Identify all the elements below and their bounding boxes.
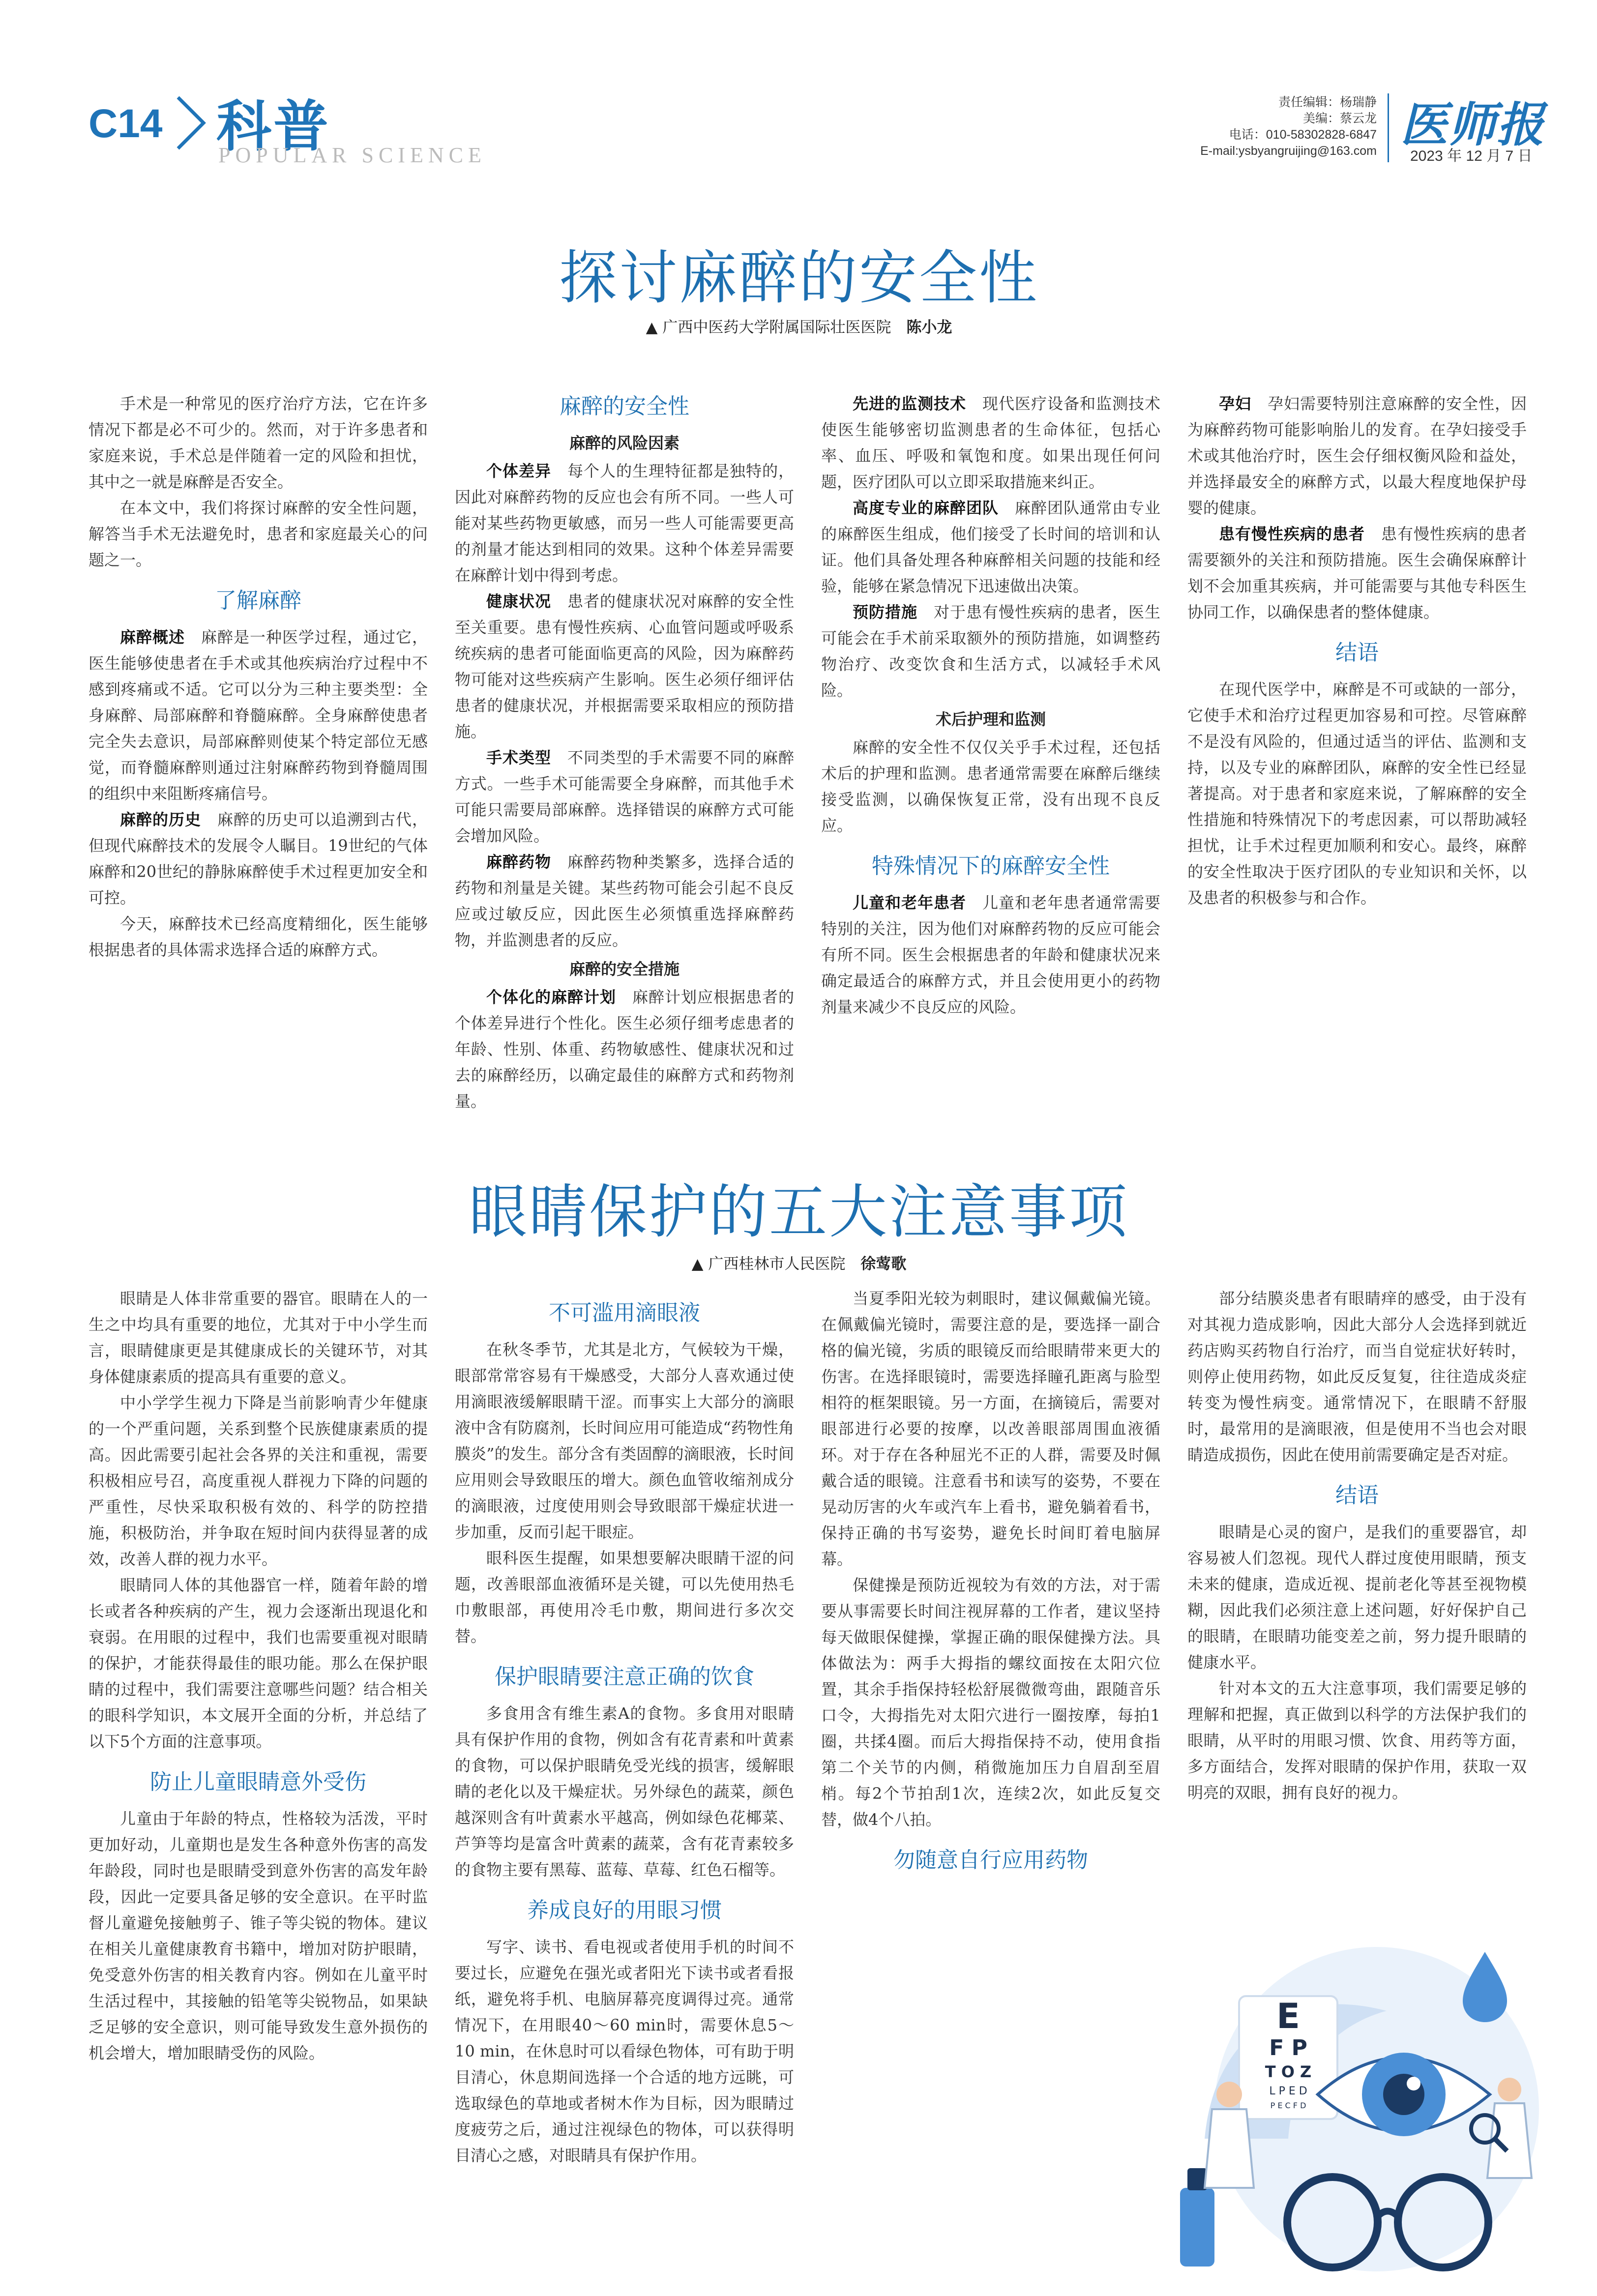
- paragraph: 写字、读书、看电视或者使用手机的时间不要过长，应避免在强光或者阳光下读书或者看报纸，避免将手机、电脑屏幕亮度调得过亮。通常情况下，在用眼40～60 min时，需要休息5～10 min，在休息时可以看绿色物体，可有助于明目清心，休息期间选择一个合适的地方远眺，可选取绿色的草地或者树木作为目标，因为眼睛过度疲劳之后，通过注视绿色的物体，可以获得明目清心之感，对眼睛具有保护作用。: [455, 1938, 794, 2165]
- paragraph: 保健操是预防近视较为有效的方法，对于需要从事需要长时间注视屏幕的工作者，建议坚持每天做眼保健操，掌握正确的眼保健操方法。具体做法为：两手大拇指的螺纹面按在太阳穴位置，其余手指保持轻松舒展微微弯曲，跟随音乐口令，大拇指先对太阳穴进行一圈按摩，每拍1圈，共揉4圈。而后大拇指保持不动，使用食指第二个关节的内侧，稍微施加压力自眉刮至眉梢。每2个节拍刮1次，连续2次，如此反复交替，做4个八拍。: [821, 1576, 1160, 1829]
- article2-title: 眼睛保护的五大注意事项: [469, 1178, 1129, 1246]
- paragraph: 在现代医学中，麻醉是不可或缺的一部分，它使手术和治疗过程更加容易和可控。尽管麻醉不是没有风险的，但通过适当的评估、监测和支持，以及专业的麻醉团队，麻醉的安全性已经显著提高。对于患者和家庭来说，了解麻醉的安全性措施和特殊情况下的考虑因素，可以帮助减轻担忧，让手术过程更加顺利和安心。最终，麻醉的安全性取决于医疗团队的专业知识和关怀，以及患者的积极参与和合作。: [1187, 680, 1527, 907]
- article2-column-1: [89, 1286, 428, 2066]
- chart-letter-row: T O Z: [1265, 2062, 1312, 2081]
- water-drop-icon: [1463, 1952, 1507, 2022]
- section-heading: 勿随意自行应用药物: [893, 1848, 1088, 1873]
- section-heading: 养成良好的用眼习惯: [527, 1898, 722, 1923]
- chart-letter-row: E: [1276, 1996, 1300, 2036]
- page-number: C14: [89, 101, 163, 146]
- section-heading: 不可滥用滴眼液: [549, 1300, 700, 1325]
- subheading: 术后护理和监测: [935, 710, 1046, 729]
- paragraph: [821, 391, 1160, 495]
- lead-term: 患有慢性疾病的患者: [1219, 525, 1365, 543]
- paragraph: 麻醉的安全性不仅仅关乎手术过程，还包括术后的护理和监测。患者通常需要在麻醉后继续接受监测，以确保恢复正常，没有出现不良反应。: [821, 738, 1160, 835]
- lead-term: 麻醉概述: [120, 628, 185, 647]
- byline-org: ▲ 广西中医药大学附属国际壮医医院: [646, 319, 891, 336]
- paragraph: 在秋冬季节，尤其是北方，气候较为干燥，眼部常常容易有干燥感受，大部分人喜欢通过使用滴眼液缓解眼睛干涩。而事实上大部分的滴眼液中含有防腐剂，长时间应用可能造成“药物性角膜炎”的发生。部分含有类固醇的滴眼液，长时间应用则会导致眼压的增大。颜色血管收缩剂成分的滴眼液，过度使用则会导致眼部干燥症状进一步加重，反而引起干眼症。: [455, 1340, 794, 1541]
- editor-line: 责任编辑：杨瑞静: [1278, 95, 1377, 109]
- paragraph-text: 儿童和老年患者通常需要特别的关注，因为他们对麻醉药物的反应可能会有所不同。医生会根据患者的年龄和健康状况来确定最适合的麻醉方式，并且会使用更小的药物剂量来减少不良反应的风险。: [821, 893, 1160, 1016]
- lead-term: 个体化的麻醉计划: [486, 988, 616, 1006]
- article2-column-2: [455, 1286, 794, 2169]
- paragraph: [821, 890, 1160, 1020]
- article1-column-2: [455, 391, 794, 1115]
- paragraph-text: 患有慢性疾病的患者需要额外的关注和预防措施。医生会确保麻醉计划不会加重其疾病，并可能需要与其他专科医生协同工作，以确保患者的整体健康。: [1187, 525, 1527, 621]
- chart-letter-row: F P: [1269, 2035, 1307, 2061]
- issue-date: 2023 年 12 月 7 日: [1410, 148, 1533, 164]
- paragraph: 多食用含有维生素A的食物。多食用对眼睛具有保护作用的食物，例如含有花青素和叶黄素的食物，可以保护眼睛免受光线的损害，缓解眼睛的老化以及干燥症状。另外绿色的蔬菜，颜色越深则含有叶黄素水平越高，例如绿色花椰菜、芦笋等均是富含叶黄素的蔬菜，含有花青素较多的食物主要有黑莓、蓝莓、草莓、红色石榴等。: [455, 1704, 794, 1879]
- editor-line: E-mail:ysbyangruijing@163.com: [1200, 144, 1377, 158]
- paragraph: [455, 458, 794, 589]
- eye-highlight: [1407, 2077, 1420, 2090]
- paragraph: [89, 807, 428, 911]
- newspaper-logo: 医师报: [1400, 97, 1545, 152]
- paragraph: [455, 745, 794, 849]
- lead-term: 儿童和老年患者: [853, 893, 966, 912]
- section-subtitle: POPULAR SCIENCE: [218, 143, 486, 167]
- byline-author: 陈小龙: [906, 319, 952, 336]
- lead-term: 高度专业的麻醉团队: [853, 499, 999, 517]
- paragraph: [455, 984, 794, 1115]
- article2-byline: [492, 1251, 1106, 1273]
- editor-info: [1200, 94, 1377, 159]
- article1-title: 探讨麻醉的安全性: [559, 244, 1039, 312]
- paragraph: [89, 624, 428, 807]
- paragraph: 中小学学生视力下降是当前影响青少年健康的一个严重问题，关系到整个民族健康素质的提高。因此需要引起社会各界的关注和重视，需要积极相应号召，高度重视人群视力下降的问题的严重性，尽快采取积极有效的、科学的防控措施，积极防治，并争取在短时间内获得显著的成效，改善人群的视力水平。: [89, 1393, 428, 1568]
- section-heading: 麻醉的安全性: [560, 394, 689, 419]
- subheading: 麻醉的风险因素: [569, 434, 680, 452]
- lead-term: 预防措施: [853, 603, 917, 621]
- lead-term: 个体差异: [486, 462, 551, 480]
- paragraph: [1187, 391, 1527, 521]
- eye-drop-bottle-icon: [1180, 2188, 1214, 2267]
- section-title: 科普: [216, 95, 330, 159]
- paragraph: 眼科医生提醒，如果想要解决眼睛干涩的问题，改善眼部血液循环是关键，可以先使用热毛巾敷眼部，再使用冷毛巾敷，期间进行多次交替。: [455, 1549, 794, 1646]
- lead-term: 先进的监测技术: [853, 394, 966, 413]
- editor-line: 美编：蔡云龙: [1302, 112, 1377, 125]
- article1-column-1: [89, 391, 428, 963]
- article2-column-3: [821, 1286, 1160, 1884]
- article1-column-4: [1187, 391, 1527, 911]
- section-heading: 结语: [1335, 640, 1379, 665]
- section-heading: 了解麻醉: [215, 588, 301, 613]
- byline-author: 徐莺歌: [860, 1255, 907, 1273]
- article2-column-4: [1187, 1286, 1527, 1806]
- paragraph-text: 孕妇需要特别注意麻醉的安全性，因为麻醉药物可能影响胎儿的发育。在孕妇接受手术或其他治疗时，医生会仔细权衡风险和益处，并选择最安全的麻醉方式，以最大程度地保护母婴的健康。: [1187, 394, 1527, 517]
- lead-term: 麻醉药物: [486, 853, 551, 871]
- paragraph-text: 现代医疗设备和监测技术使医生能够密切监测患者的生命体征，包括心率、血压、呼吸和氧饱和度。如果出现任何问题，医疗团队可以立即采取措施来纠正。: [821, 394, 1160, 491]
- doctor-head: [1216, 2082, 1242, 2107]
- article1-byline: [443, 315, 1155, 337]
- paragraph: 眼睛同人体的其他器官一样，随着年龄的增长或者各种疾病的产生，视力会逐渐出现退化和衰弱。在用眼的过程中，我们也需要重视对眼睛的保护，才能获得最佳的眼功能。那么在保护眼睛的过程中，我们需要注意哪些问题？结合相关的眼科学知识，本文展开全面的分析，并总结了以下5个方面的注意事项。: [89, 1576, 428, 1751]
- section-heading: 保护眼睛要注意正确的饮食: [495, 1664, 754, 1689]
- lead-term: 健康状况: [486, 592, 551, 611]
- paragraph-text: 麻醉计划应根据患者的个体差异进行个性化。医生必须仔细考虑患者的年龄、性别、体重、药物敏感性、健康状况和过去的麻醉经历，以确定最佳的麻醉方式和药物剂量。: [455, 988, 794, 1111]
- paragraph: 眼睛是心灵的窗户，是我们的重要器官，却容易被人们忽视。现代人群过度使用眼睛，预支未来的健康，造成近视、提前老化等甚至视物模糊，因此我们必须注意上述问题，好好保护自己的眼睛，在眼睛功能变差之前，努力提升眼睛的健康水平。: [1187, 1523, 1527, 1672]
- doctor-head: [1498, 2078, 1521, 2101]
- paragraph-text: 不同类型的手术需要不同的麻醉方式。一些手术可能需要全身麻醉，而其他手术可能只需要局部麻醉。选择错误的麻醉方式可能会增加风险。: [455, 748, 794, 845]
- paragraph: 当夏季阳光较为刺眼时，建议佩戴偏光镜。在佩戴偏光镜时，需要注意的是，要选择一副合格的偏光镜，劣质的眼镜反而给眼睛带来更大的伤害。在选择眼镜时，需要选择瞳孔距离与脸型相符的框架眼镜。另一方面，在摘镜后，需要对眼部进行必要的按摩，以改善眼部周围血液循环。对于存在各种屈光不正的人群，需要及时佩戴合适的眼镜。注意看书和读写的姿势，不要在晃动厉害的火车或汽车上看书，避免躺着看书，保持正确的书写姿势，避免长时间盯着电脑屏幕。: [821, 1289, 1160, 1568]
- paragraph-text: 对于患有慢性疾病的患者，医生可能会在手术前采取额外的预防措施，如调整药物治疗、改变饮食和生活方式，以减轻手术风险。: [821, 603, 1160, 700]
- section-heading: 防止儿童眼睛意外受伤: [150, 1769, 366, 1795]
- lead-term: 麻醉的历史: [120, 810, 201, 829]
- paragraph: 针对本文的五大注意事项，我们需要足够的理解和把握，真正做到以科学的方法保护我们的眼睛，从平时的用眼习惯、饮食、用药等方面，多方面结合，发挥对眼睛的保护作用，获取一双明亮的双眼，拥有良好的视力。: [1187, 1679, 1527, 1802]
- header-divider: [1388, 93, 1389, 162]
- paragraph: 部分结膜炎患者有眼睛痒的感受，由于没有对其视力造成影响，因此大部分人会选择到就近药店购买药物自行治疗，而当自觉症状好转时，则停止使用药物，如此反反复复，往往造成炎症转变为慢性病变。通常情况下，在眼睛不舒服时，最常用的是滴眼液，但是使用不当也会对眼睛造成损伤，因此在使用前需要确定是否对症。: [1187, 1289, 1527, 1464]
- chart-letter-row: L P E D: [1269, 2085, 1307, 2097]
- byline-org: ▲ 广西桂林市人民医院: [691, 1255, 846, 1273]
- paragraph: 眼睛是人体非常重要的器官。眼睛在人的一生之中均具有重要的地位，尤其对于中小学生而言，眼睛健康更是其健康成长的关键环节，对其身体健康素质的提高具有重要的意义。: [89, 1289, 428, 1386]
- paragraph: [455, 589, 794, 745]
- article1-column-3: [821, 391, 1160, 1020]
- paragraph: [821, 599, 1160, 704]
- paragraph-text: 麻醉的历史可以追溯到古代，但现代麻醉技术的发展令人瞩目。19世纪的气体麻醉和20世纪的静脉麻醉使手术过程更加安全和可控。: [89, 810, 428, 907]
- section-heading: 结语: [1335, 1483, 1379, 1508]
- paragraph-text: 麻醉药物种类繁多，选择合适的药物和剂量是关键。某些药物可能会引起不良反应或过敏反应，因此医生必须慎重选择麻醉药物，并监测患者的反应。: [455, 853, 794, 949]
- section-heading: 特殊情况下的麻醉安全性: [872, 854, 1110, 879]
- paragraph: [1187, 521, 1527, 625]
- lead-term: 手术类型: [486, 748, 551, 767]
- doctor-figure-icon: [1205, 2109, 1254, 2188]
- paragraph: 今天，麻醉技术已经高度精细化，医生能够根据患者的具体需求选择合适的麻醉方式。: [89, 914, 428, 959]
- paragraph: [455, 849, 794, 953]
- paragraph: 手术是一种常见的医疗治疗方法，它在许多情况下都是必不可少的。然而，对于许多患者和家庭来说，手术总是伴随着一定的风险和担忧，其中之一就是麻醉是否安全。: [89, 394, 428, 491]
- subheading: 麻醉的安全措施: [569, 960, 680, 978]
- editor-line: 电话：010-58302828-6847: [1229, 128, 1377, 142]
- paragraph: [821, 495, 1160, 599]
- paragraph-text: 每个人的生理特征都是独特的，因此对麻醉药物的反应也会有所不同。一些人可能对某些药物更敏感，而另一些人可能需要更高的剂量才能达到相同的效果。这种个体差异需要在麻醉计划中得到考虑。: [455, 462, 794, 585]
- paragraph: 在本文中，我们将探讨麻醉的安全性问题，解答当手术无法避免时，患者和家庭最关心的问题之一。: [89, 499, 428, 569]
- paragraph-text: 患者的健康状况对麻醉的安全性至关重要。患有慢性疾病、心血管问题或呼吸系统疾病的患者可能面临更高的风险，因为麻醉药物可能对这些疾病产生影响。医生必须仔细评估患者的健康状况，并根据需要采取相应的预防措施。: [455, 592, 794, 741]
- eye-care-illustration: [1170, 1932, 1539, 2296]
- paragraph-text: 麻醉是一种医学过程，通过它，医生能够使患者在手术或其他疾病治疗过程中不感到疼痛或不适。它可以分为三种主要类型：全身麻醉、局部麻醉和脊髓麻醉。全身麻醉使患者完全失去意识，局部麻醉则使某个特定部位无感觉，而脊髓麻醉则通过注射麻醉药物到脊髓周围的组织中来阻断疼痛信号。: [89, 628, 428, 803]
- chart-letter-row: P E C F D: [1270, 2101, 1306, 2110]
- paragraph-text: 麻醉团队通常由专业的麻醉医生组成，他们接受了长时间的培训和认证。他们具备处理各种麻醉相关问题的技能和经验，能够在紧急情况下迅速做出决策。: [821, 499, 1160, 595]
- paragraph: 儿童由于年龄的特点，性格较为活泼，平时更加好动，儿童期也是发生各种意外伤害的高发年龄段，同时也是眼睛受到意外伤害的高发年龄段，因此一定要具备足够的安全意识。在平时监督儿童避免接触剪子、锥子等尖锐的物体。建议在相关儿童健康教育书籍中，增加对防护眼睛，免受意外伤害的相关教育内容。例如在儿童平时生活过程中，其接触的铅笔等尖锐物品，如果缺乏足够的安全意识，则可能导致发生意外损伤的机会增大，增加眼睛受伤的风险。: [89, 1809, 428, 2062]
- lead-term: 孕妇: [1219, 394, 1251, 413]
- chevron-right-icon: [173, 93, 212, 152]
